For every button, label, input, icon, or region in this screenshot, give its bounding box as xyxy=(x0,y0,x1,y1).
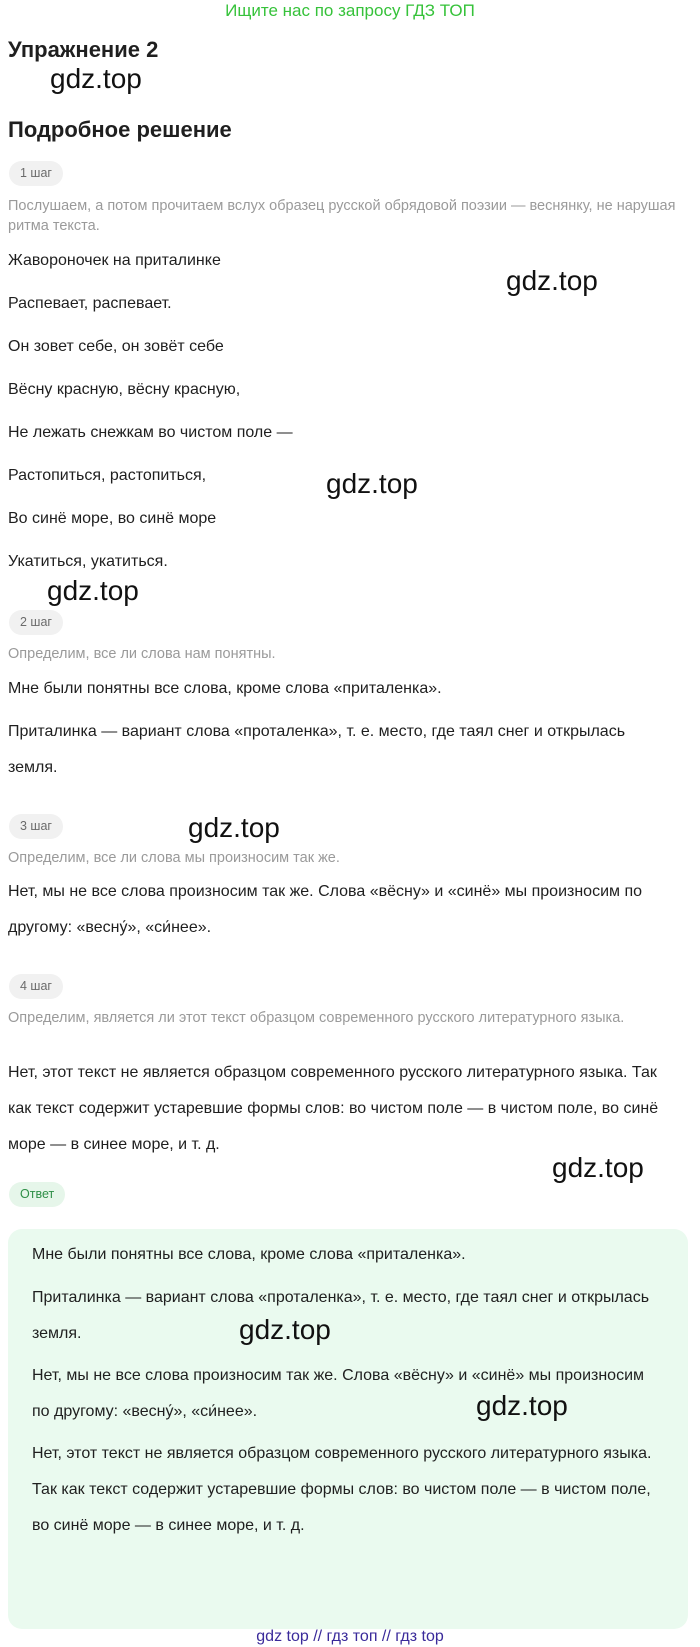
watermark: gdz.top xyxy=(326,468,418,499)
step-2-paragraph: Мне были понятны все слова, кроме слова «приталенка». xyxy=(8,680,442,697)
step-1-badge: 1 шаг xyxy=(9,161,63,186)
poem-line: Он зовет себе, он зовёт себе xyxy=(8,338,224,355)
watermark: gdz.top xyxy=(506,265,598,296)
answer-paragraph: Мне были понятны все слова, кроме слова «приталенка». xyxy=(32,1246,466,1263)
watermark: gdz.top xyxy=(552,1152,644,1183)
answer-badge: Ответ xyxy=(9,1182,65,1207)
watermark: gdz.top xyxy=(47,575,139,606)
poem-line: Во синё море, во синё море xyxy=(8,510,217,527)
answer-paragraph: Нет, мы не все слова произносим так же. Слова «вёсну» и «синё» мы произносим по другому: «весну́», «си́нее». xyxy=(32,1367,645,1420)
page-title: Упражнение 2 xyxy=(8,37,159,62)
step-4-paragraph: Нет, этот текст не является образцом современного русского литературного языка. Так как текст содержит устаревшие формы слов: во чистом поле — в чистом поле, во синё море — в синее море, и т. д. xyxy=(8,1064,659,1153)
watermark: gdz.top xyxy=(476,1390,568,1421)
answer-paragraph: Приталинка — вариант слова «проталенка», т. е. место, где таял снег и открылась земля. xyxy=(32,1289,650,1342)
answer-paragraph: Нет, этот текст не является образцом современного русского литературного языка. Так как текст содержит устаревшие формы слов: во чистом поле — в чистом поле, во синё море — в синее море, и т. д. xyxy=(32,1445,652,1534)
watermark: gdz.top xyxy=(188,812,280,843)
step-3-badge: 3 шаг xyxy=(9,814,63,839)
step-2-hint: Определим, все ли слова нам понятны. xyxy=(8,646,276,662)
poem-line: Растопиться, растопиться, xyxy=(8,467,207,484)
step-4-badge: 4 шаг xyxy=(9,974,63,999)
step-3-paragraph: Нет, мы не все слова произносим так же. Слова «вёсну» и «синё» мы произносим по другому: «весну́», «си́нее». xyxy=(8,883,643,936)
poem-line: Укатиться, укатиться. xyxy=(8,553,168,570)
step-3-hint: Определим, все ли слова мы произносим так же. xyxy=(8,850,340,866)
poem-line: Распевает, распевает. xyxy=(8,295,172,312)
step-2-paragraph: Приталинка — вариант слова «проталенка», т. е. место, где таял снег и открылась земля. xyxy=(8,723,626,776)
top-banner: Ищите нас по запросу ГДЗ ТОП xyxy=(225,1,475,20)
step-1-hint: Послушаем, а потом прочитаем вслух образец русской обрядовой поэзии — веснянку, не нарушая ритма текста. xyxy=(8,198,676,234)
watermark: gdz.top xyxy=(50,63,142,94)
poem-line: Не лежать снежкам во чистом поле — xyxy=(8,424,293,441)
footer-watermark: gdz top // гдз топ // гдз top xyxy=(256,1628,444,1645)
poem-line: Вёсну красную, вёсну красную, xyxy=(8,381,241,398)
step-4-hint: Определим, является ли этот текст образцом современного русского литературного языка. xyxy=(8,1010,625,1026)
poem-line: Жавороночек на приталинке xyxy=(8,252,221,269)
step-2-badge: 2 шаг xyxy=(9,610,63,635)
watermark: gdz.top xyxy=(239,1314,331,1345)
section-title: Подробное решение xyxy=(8,117,232,142)
answer-box xyxy=(8,1229,688,1629)
